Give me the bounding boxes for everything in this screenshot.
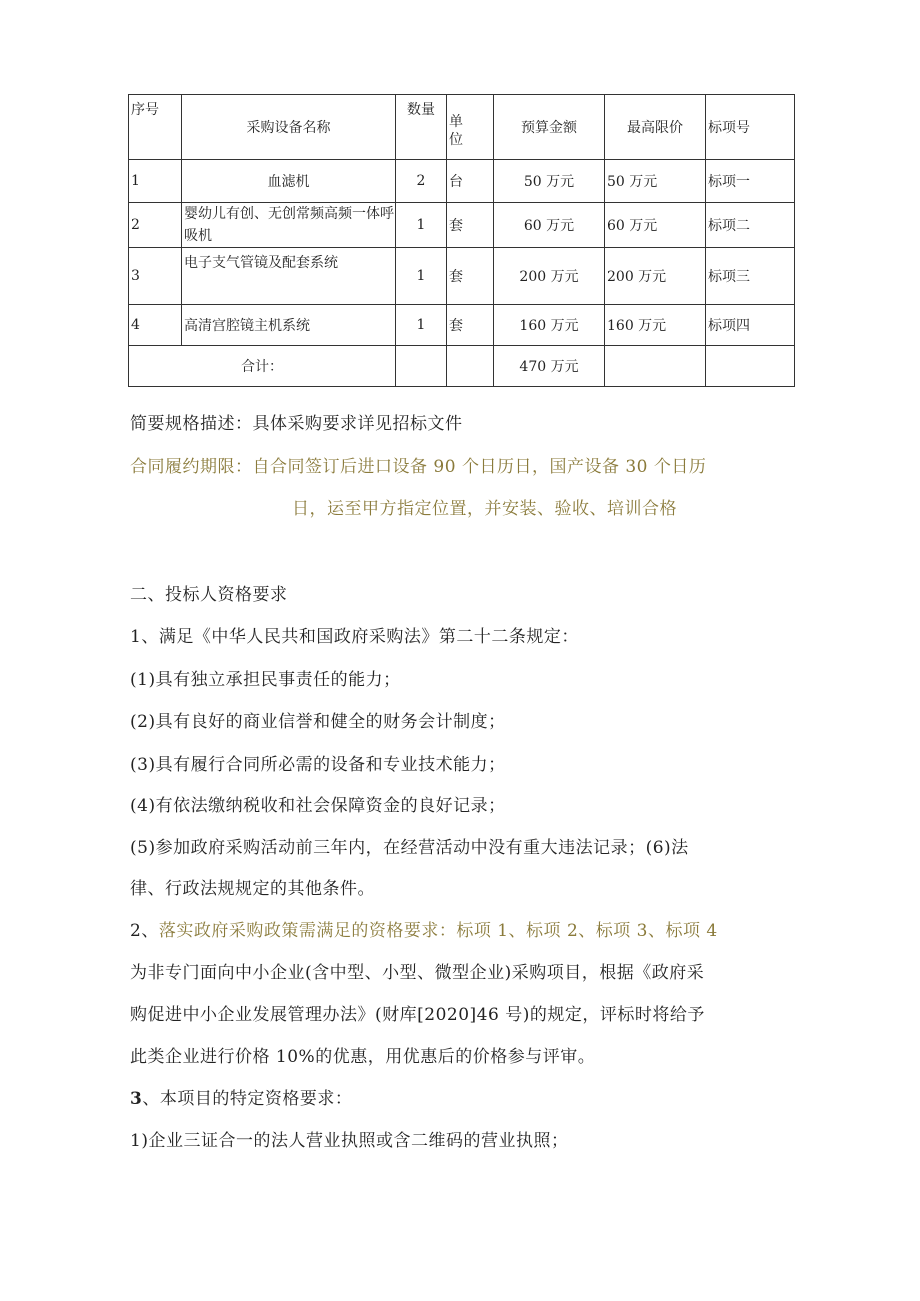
- header-index: 序号: [129, 95, 182, 160]
- req2-highlight: 落实政府采购政策需满足的资格要求：标项 1、标项 2、标项 3、标项 4: [158, 921, 718, 941]
- req2-prefix: 2、: [130, 921, 159, 941]
- cell-empty: [447, 346, 494, 387]
- header-lot: 标项号: [706, 95, 795, 160]
- req3-item-1: 1)企业三证合一的法人营业执照或含二维码的营业执照；: [130, 1131, 569, 1151]
- header-name: 采购设备名称: [182, 95, 396, 160]
- cell-index: 4: [129, 305, 182, 346]
- table-row: [129, 305, 795, 346]
- req1-item-5-line1: (5)参加政府采购活动前三年内，在经营活动中没有重大违法记录；(6)法: [130, 838, 689, 858]
- req1-item-3: (3)具有履行合同所必需的设备和专业技术能力；: [130, 755, 506, 775]
- req1-item-4: (4)有依法缴纳税收和社会保障资金的良好记录；: [130, 796, 506, 816]
- table-row: [129, 160, 795, 203]
- cell-name: 婴幼儿有创、无创常频高频一体呼吸机: [182, 203, 396, 248]
- table-total-row: [129, 346, 795, 387]
- procurement-table: [128, 94, 795, 387]
- cell-qty: 1: [396, 248, 447, 305]
- cell-lot: 标项一: [706, 160, 795, 203]
- cell-max-price: 50 万元: [605, 160, 706, 203]
- cell-lot: 标项四: [706, 305, 795, 346]
- section2-title: 二、投标人资格要求: [130, 585, 288, 605]
- contract-period-line2: 日，运至甲方指定位置，并安装、验收、培训合格: [292, 499, 677, 519]
- req2-line4: 此类企业进行价格 10%的优惠，用优惠后的价格参与评审。: [130, 1047, 596, 1067]
- header-unit: 单 位: [447, 95, 494, 160]
- cell-qty: 1: [396, 305, 447, 346]
- req1-title: 1、满足《中华人民共和国政府采购法》第二十二条规定：: [130, 627, 579, 647]
- cell-budget: 200 万元: [494, 248, 605, 305]
- req1-item-2: (2)具有良好的商业信誉和健全的财务会计制度；: [130, 712, 506, 732]
- table-row: [129, 248, 795, 305]
- cell-budget: 160 万元: [494, 305, 605, 346]
- total-budget: 470 万元: [494, 346, 605, 387]
- cell-lot: 标项三: [706, 248, 795, 305]
- cell-empty: [706, 346, 795, 387]
- cell-empty: [396, 346, 447, 387]
- cell-unit: 套: [447, 248, 494, 305]
- cell-unit: 套: [447, 203, 494, 248]
- req3-title-line: [130, 1084, 352, 1109]
- cell-max-price: 200 万元: [605, 248, 706, 305]
- cell-qty: 2: [396, 160, 447, 203]
- cell-budget: 50 万元: [494, 160, 605, 203]
- req2-line1: [130, 916, 718, 941]
- cell-unit: 台: [447, 160, 494, 203]
- cell-budget: 60 万元: [494, 203, 605, 248]
- req3-number: 3: [130, 1089, 143, 1109]
- req2-line2: 为非专门面向中小企业(含中型、小型、微型企业)采购项目，根据《政府采: [130, 963, 705, 983]
- cell-max-price: 60 万元: [605, 203, 706, 248]
- req1-item-1: (1)具有独立承担民事责任的能力；: [130, 670, 401, 690]
- spec-description: 简要规格描述：具体采购要求详见招标文件: [130, 414, 463, 434]
- cell-qty: 1: [396, 203, 447, 248]
- cell-lot: 标项二: [706, 203, 795, 248]
- table-header-row: [129, 95, 795, 160]
- total-label: 合计：: [129, 346, 396, 387]
- header-budget: 预算金额: [494, 95, 605, 160]
- header-max-price: 最高限价: [605, 95, 706, 160]
- cell-index: 3: [129, 248, 182, 305]
- cell-index: 2: [129, 203, 182, 248]
- req2-line3: 购促进中小企业发展管理办法》(财库[2020]46 号)的规定，评标时将给予: [130, 1005, 705, 1025]
- cell-empty: [605, 346, 706, 387]
- table-row: [129, 203, 795, 248]
- cell-max-price: 160 万元: [605, 305, 706, 346]
- contract-period-line1: 合同履约期限：自合同签订后进口设备 90 个日历日，国产设备 30 个日历: [130, 457, 707, 477]
- cell-index: 1: [129, 160, 182, 203]
- header-qty: 数量: [396, 95, 447, 160]
- cell-name: 高清宫腔镜主机系统: [182, 305, 396, 346]
- req1-item-5-line2: 律、行政法规规定的其他条件。: [130, 879, 375, 899]
- cell-name: 电子支气管镜及配套系统: [182, 248, 396, 305]
- req3-title: 、本项目的特定资格要求：: [142, 1089, 353, 1109]
- cell-name: 血滤机: [182, 160, 396, 203]
- cell-unit: 套: [447, 305, 494, 346]
